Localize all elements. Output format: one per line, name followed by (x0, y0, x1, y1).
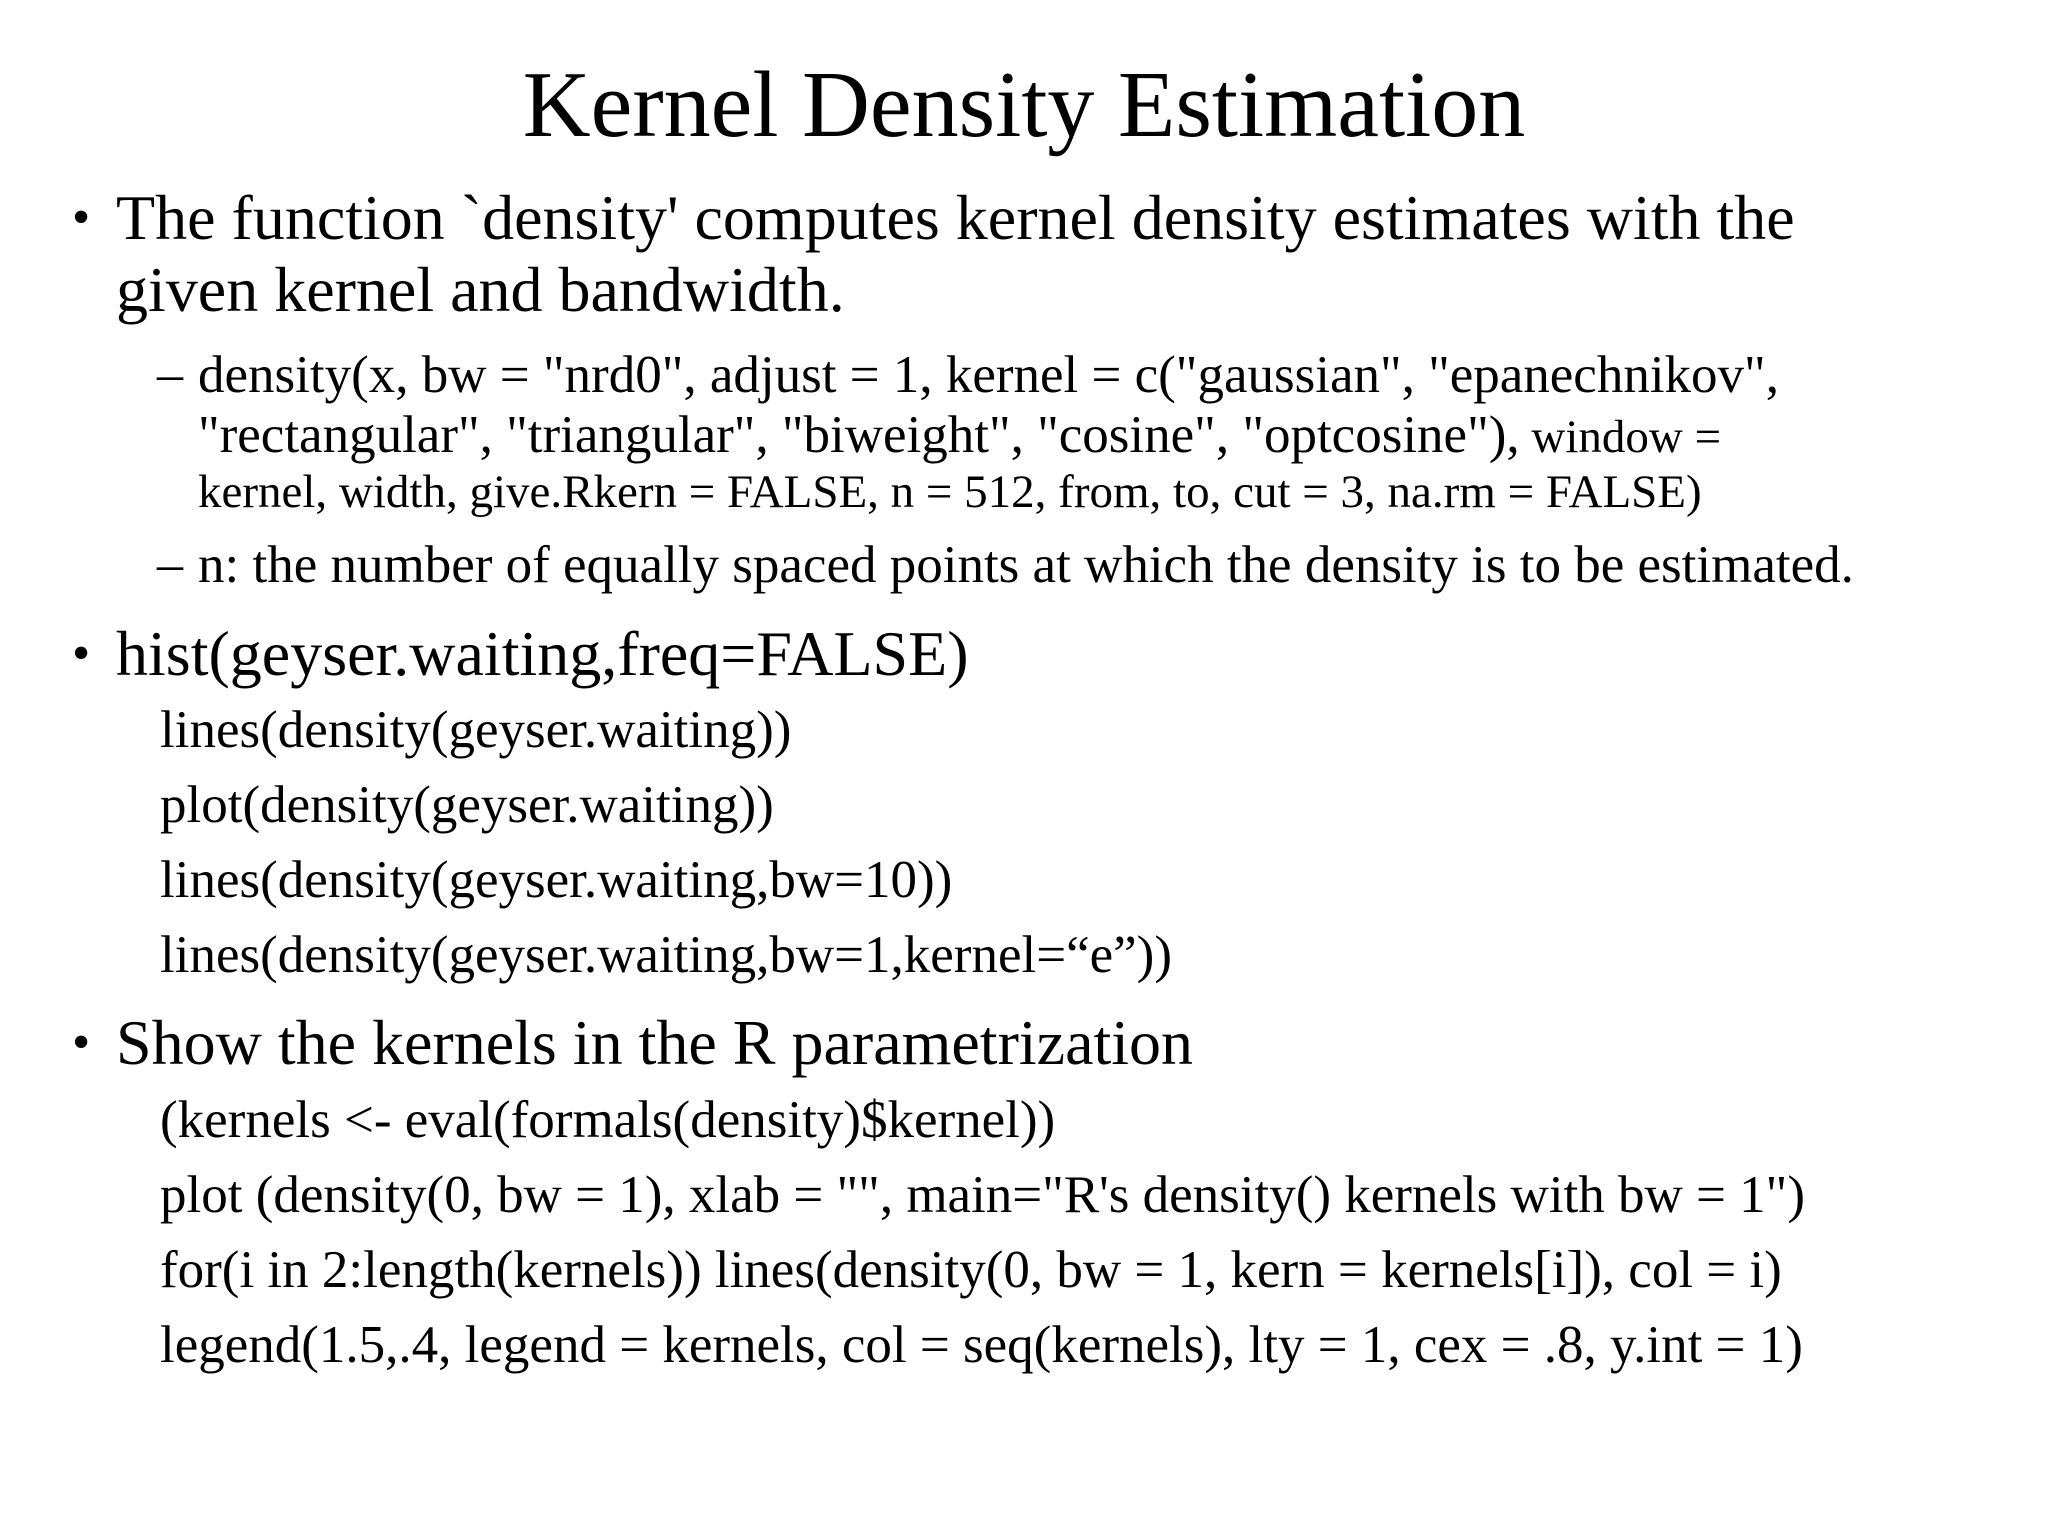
code-line: (kernels <- eval(formals(density)$kernel)) (160, 1091, 1056, 1149)
bullet-text: hist(geyser.waiting,freq=FALSE) (116, 618, 969, 689)
bullet-text: The function `density' computes kernel density estimates with the (116, 182, 1795, 253)
sub-bullet-marker: – (157, 346, 183, 403)
code-line: legend(1.5,.4, legend = kernels, col = seq(kernels), lty = 1, cex = .8, y.int = 1) (160, 1316, 1803, 1374)
code-line: lines(density(geyser.waiting)) (160, 701, 792, 759)
sub-bullet-text-small: window = (1519, 411, 1722, 463)
code-line: for(i in 2:length(kernels)) lines(density(0, bw = 1, kern = kernels[i]), col = i) (160, 1241, 1782, 1299)
slide-title: Kernel Density Estimation (522, 53, 1526, 157)
code-line: plot (density(0, bw = 1), xlab = "", main="R's density() kernels with bw = 1") (160, 1166, 1805, 1224)
sub-bullet-text-main: "rectangular", "triangular", "biweight", "cosine", "optcosine"), (198, 406, 1520, 464)
sub-bullet-text: density(x, bw = "nrd0", adjust = 1, kernel = c("gaussian", "epanechnikov", (198, 346, 1779, 404)
code-line: plot(density(geyser.waiting)) (160, 776, 774, 834)
bullet-marker: • (72, 1014, 91, 1071)
bullet-marker: • (72, 625, 91, 682)
sub-bullet-text-continuation (198, 405, 1721, 467)
bullet-marker: • (72, 189, 91, 246)
code-line: lines(density(geyser.waiting,bw=10)) (160, 851, 953, 909)
bullet-text: Show the kernels in the R parametrization (116, 1007, 1194, 1078)
sub-bullet-marker: – (157, 536, 183, 593)
sub-bullet-text-continuation: kernel, width, give.Rkern = FALSE, n = 512, from, to, cut = 3, na.rm = FALSE) (198, 466, 1702, 518)
sub-bullet-text: n: the number of equally spaced points at which the density is to be estimated. (198, 536, 1854, 594)
code-line: lines(density(geyser.waiting,bw=1,kernel=“e”)) (160, 926, 1172, 984)
bullet-text-continuation: given kernel and bandwidth. (116, 254, 845, 325)
